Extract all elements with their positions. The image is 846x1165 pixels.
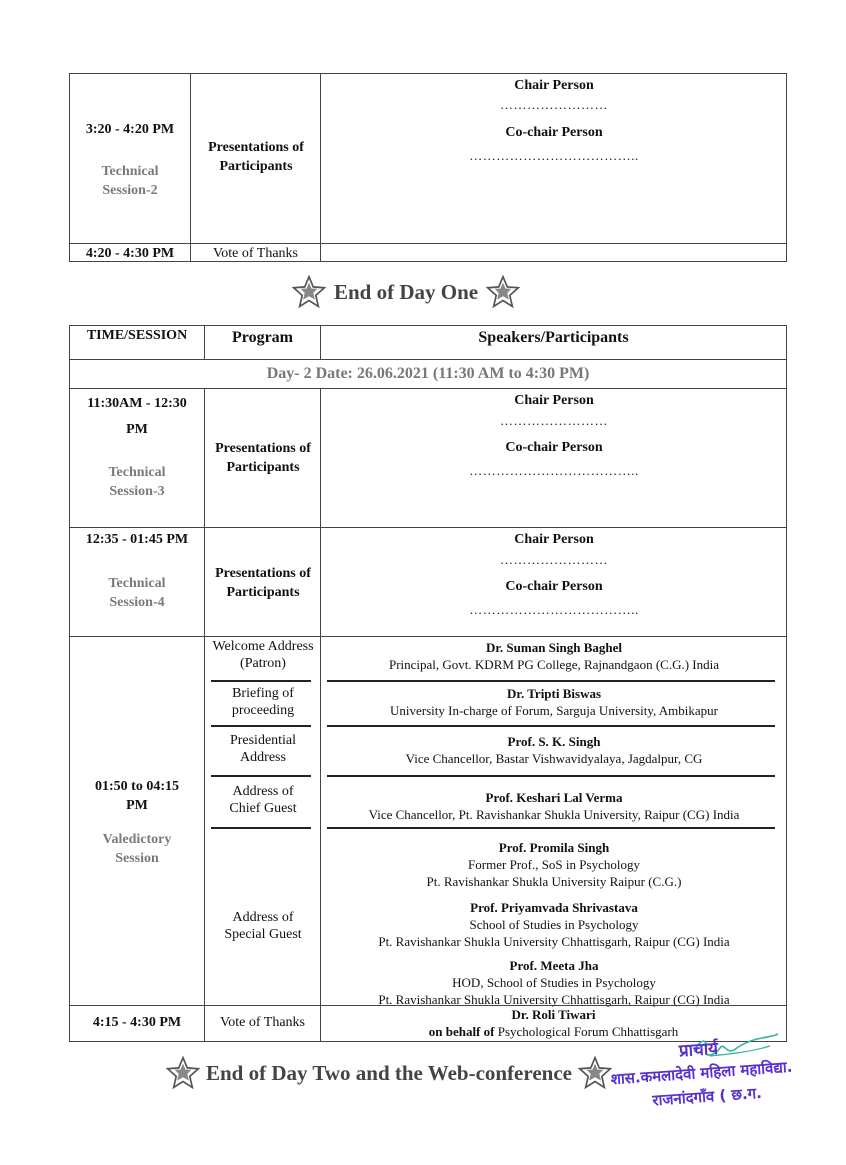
speaker-affiliation: Vice Chancellor, Pt. Ravishankar Shukla University, Raipur (CG) India: [368, 807, 740, 822]
stamp-title: प्राचार्य: [678, 1038, 719, 1062]
chair-person-label: Chair Person: [514, 532, 594, 547]
star-icon: [486, 275, 520, 309]
speaker-separator: [327, 827, 775, 829]
session-3-time-line2: PM: [126, 422, 148, 437]
cochair-person-dots: ………………………………..: [469, 602, 639, 617]
speaker-separator: [327, 775, 775, 777]
special-guest-block: [321, 957, 787, 1008]
vote-time-2: 4:15 - 4:30 PM: [70, 1005, 204, 1041]
vote-time-1: 4:20 - 4:30 PM: [70, 243, 190, 261]
valedictory-program-cell: [204, 636, 320, 1005]
vote-behalf-prefix: on behalf of: [428, 1024, 498, 1039]
speaker-name: Dr. Tripti Biswas: [506, 686, 602, 701]
day-two-title: Day- 2 Date: 26.06.2021 (11:30 AM to 4:30 PM): [70, 359, 786, 388]
session-3-speakers-cell: [320, 388, 786, 527]
session-2-time-cell: [70, 74, 190, 243]
session-2-name: Technical Session-2: [101, 164, 159, 198]
speaker-separator: [327, 680, 775, 682]
session-4-program: Presentations of Participants: [215, 566, 311, 600]
speaker-affiliation: Vice Chancellor, Bastar Vishwavidyalaya, Jagdalpur, CG: [405, 751, 703, 766]
chief-guest-program: Address of Chief Guest: [229, 784, 297, 816]
session-4-time: 12:35 - 01:45 PM: [85, 532, 189, 547]
special-guest-block: [321, 899, 787, 950]
valedictory-time-line1: 01:50 to 04:15: [95, 779, 179, 794]
session-3-name: Technical Session-3: [108, 465, 166, 499]
stamp-line1: शास.कमलादेवी महिला महाविद्या.: [610, 1057, 794, 1089]
principal-stamp: [600, 1023, 845, 1120]
speaker-name: Prof. Keshari Lal Verma: [485, 790, 623, 805]
stamp-line2: राजनांदगाँव ( छ.ग.: [651, 1083, 763, 1110]
cochair-person-dots: ………………………………..: [469, 463, 639, 478]
special-guest-line2: Pt. Ravishankar Shukla University Chhattisgarh, Raipur (CG) India: [378, 934, 730, 949]
session-2-speakers-cell: [320, 74, 786, 243]
cochair-person-label: Co-chair Person: [505, 440, 603, 455]
end-of-day-one-text: End of Day One: [334, 279, 479, 304]
special-guest-block: [321, 839, 787, 890]
special-guest-name: Prof. Priyamvada Shrivastava: [470, 900, 638, 915]
special-guest-name: Prof. Meeta Jha: [509, 958, 599, 973]
chair-person-label: Chair Person: [514, 78, 594, 93]
speaker-name: Prof. S. K. Singh: [507, 734, 601, 749]
star-icon: [292, 275, 326, 309]
header-time-session: TIME/SESSION: [86, 328, 188, 343]
day-two-table: [69, 325, 787, 1042]
vote-speaker-name: Dr. Roli Tiwari: [511, 1007, 596, 1022]
vote-speaker-1: [320, 243, 786, 261]
speaker-affiliation: Principal, Govt. KDRM PG College, Rajnandgaon (C.G.) India: [388, 657, 719, 672]
header-speakers: Speakers/Participants: [320, 326, 786, 359]
speaker-block: [321, 789, 787, 823]
session-2-program-cell: [190, 74, 320, 243]
end-of-day-two-banner: [166, 1053, 612, 1093]
cochair-person-dots: ………………………………..: [469, 148, 639, 163]
session-2-table: [69, 73, 787, 262]
briefing-program: Briefing of proceeding: [231, 686, 295, 718]
session-4-program-cell: [204, 527, 320, 636]
special-guest-line1: HOD, School of Studies in Psychology: [452, 975, 656, 990]
program-separator: [211, 775, 311, 777]
session-3-time-cell: [70, 388, 204, 527]
special-guest-name: Prof. Promila Singh: [498, 840, 610, 855]
valedictory-name: Valedictory Session: [102, 832, 172, 866]
program-separator: [211, 725, 311, 727]
star-icon: [166, 1056, 200, 1090]
vote-behalf-org: Psychological Forum Chhattisgarh: [497, 1024, 679, 1039]
special-guest-line1: Former Prof., SoS in Psychology: [468, 857, 640, 872]
cochair-person-label: Co-chair Person: [505, 125, 603, 140]
special-guest-program: Address of Special Guest: [224, 910, 302, 942]
valedictory-time-line2: PM: [126, 798, 148, 813]
special-guest-line2: Pt. Ravishankar Shukla University Raipur (C.G.): [426, 874, 682, 889]
end-of-day-one-banner: [292, 270, 520, 314]
speaker-affiliation: University In-charge of Forum, Sarguja University, Ambikapur: [390, 703, 718, 718]
session-3-time: [70, 391, 204, 443]
program-separator: [211, 680, 311, 682]
vote-program-1: Vote of Thanks: [190, 243, 320, 261]
speaker-block: [321, 685, 787, 719]
speaker-block: [321, 733, 787, 767]
chair-person-dots: ……………………: [500, 552, 608, 567]
session-4-speakers-cell: [320, 527, 786, 636]
session-3-program: Presentations of Participants: [215, 441, 311, 475]
end-of-day-two-text: End of Day Two and the Web-conference: [206, 1060, 572, 1085]
program-separator: [211, 827, 311, 829]
presidential-program: Presidential Address: [229, 733, 297, 765]
session-2-time: 3:20 - 4:20 PM: [85, 122, 175, 137]
speaker-separator: [327, 725, 775, 727]
cochair-person-label: Co-chair Person: [505, 579, 603, 594]
session-4-time-cell: [70, 527, 204, 636]
chair-person-dots: ……………………: [500, 413, 608, 428]
speaker-name: Dr. Suman Singh Baghel: [485, 640, 623, 655]
special-guest-line2: Pt. Ravishankar Shukla University Chhattisgarh, Raipur (CG) India: [378, 992, 730, 1007]
valedictory-time: [70, 777, 204, 815]
header-program: Program: [204, 326, 320, 359]
valedictory-time-cell: [70, 636, 204, 1005]
session-4-name: Technical Session-4: [108, 576, 166, 610]
chair-person-label: Chair Person: [514, 393, 594, 408]
valedictory-speakers-cell: [320, 636, 786, 1005]
session-3-program-cell: [204, 388, 320, 527]
session-2-program: Presentations of Participants: [208, 140, 304, 174]
special-guest-line1: School of Studies in Psychology: [469, 917, 639, 932]
speaker-block: [321, 639, 787, 673]
welcome-address-program: Welcome Address (Patron): [212, 639, 314, 671]
session-3-time-line1: 11:30AM - 12:30: [87, 396, 187, 411]
chair-person-dots: ……………………: [500, 97, 608, 112]
vote-program-2: Vote of Thanks: [204, 1005, 320, 1041]
